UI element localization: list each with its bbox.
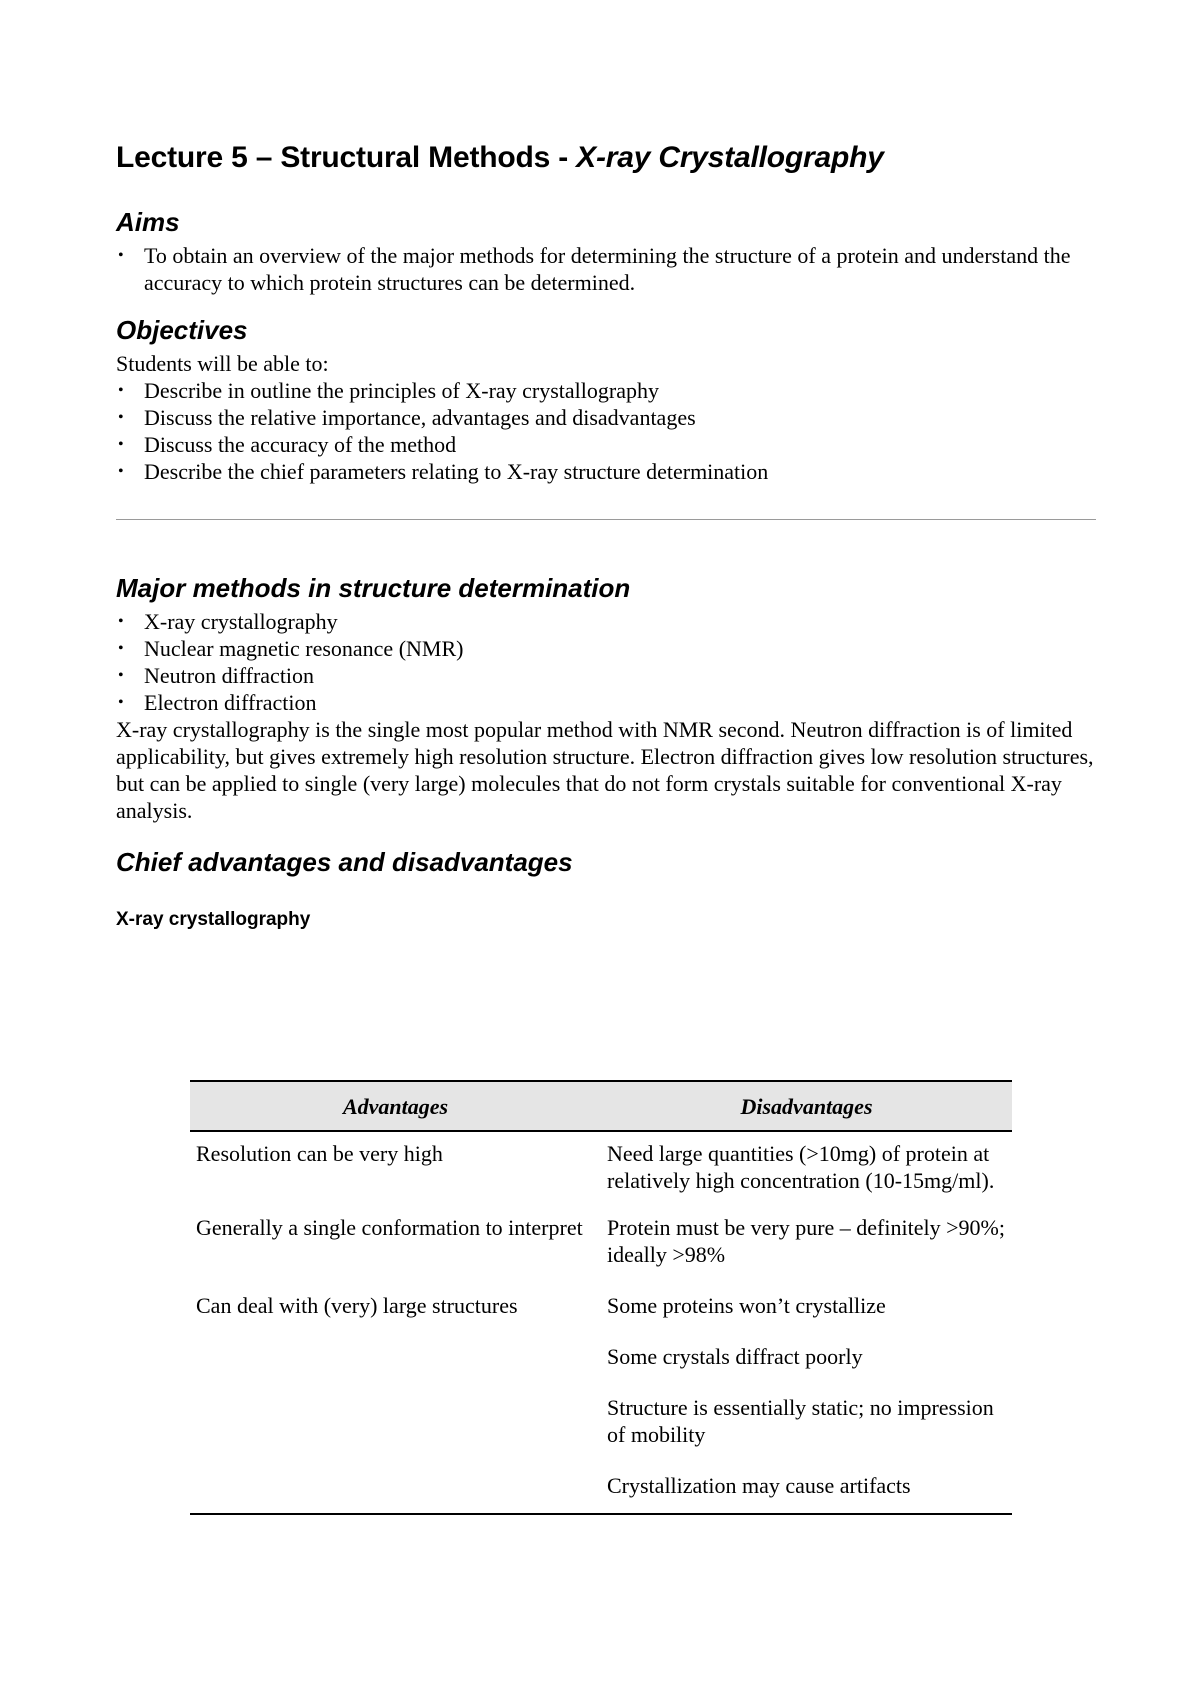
table-cell-advantage: Resolution can be very high bbox=[196, 1141, 443, 1166]
table-cell-disadvantage: Some crystals diffract poorly bbox=[607, 1344, 863, 1369]
table-row bbox=[190, 1214, 1012, 1292]
document-page bbox=[116, 128, 1096, 932]
objectives-intro: Students will be able to: bbox=[116, 351, 329, 376]
objectives-list bbox=[116, 377, 1096, 485]
objectives-item: • Discuss the accuracy of the method bbox=[116, 431, 1096, 458]
page-title-italic: X-ray Crystallography bbox=[576, 141, 884, 174]
table-row bbox=[190, 1131, 1012, 1214]
aims-item: • To obtain an overview of the major methods for determining the structure of a protein and understand the accuracy to which protein structures can be determined. bbox=[116, 242, 1096, 296]
table-cell-disadvantage: Structure is essentially static; no impression of mobility bbox=[607, 1395, 994, 1447]
table-row bbox=[190, 1292, 1012, 1343]
table-header-advantages: Advantages bbox=[190, 1081, 601, 1131]
advantages-table bbox=[190, 1080, 1012, 1515]
table-cell-advantage: Generally a single conformation to interpret bbox=[196, 1215, 583, 1240]
major-methods-heading: Major methods in structure determination bbox=[116, 573, 631, 603]
major-methods-list bbox=[116, 608, 1096, 716]
advantages-heading: Chief advantages and disadvantages bbox=[116, 847, 573, 877]
table-cell-advantage bbox=[190, 1394, 601, 1472]
table-cell-advantage: Can deal with (very) large structures bbox=[196, 1293, 518, 1318]
page-title bbox=[116, 140, 1096, 176]
table-header-row bbox=[190, 1081, 1012, 1131]
major-methods-item: • Nuclear magnetic resonance (NMR) bbox=[116, 635, 1096, 662]
major-methods-item: • Electron diffraction bbox=[116, 689, 1096, 716]
objectives-item: • Describe in outline the principles of X-ray crystallography bbox=[116, 377, 1096, 404]
major-methods-item: • Neutron diffraction bbox=[116, 662, 1096, 689]
major-methods-paragraph: X-ray crystallography is the single most popular method with NMR second. Neutron diffraction is of limited applicability, but gives extremely high resolution structure. Electron diffraction gives low resolution structures, but can be applied to single (very large) molecules that do not form crystals suitable for conventional X-ray analysis. bbox=[116, 717, 1094, 823]
objectives-item: • Describe the chief parameters relating to X-ray structure determination bbox=[116, 458, 1096, 485]
section-divider bbox=[116, 519, 1096, 520]
major-methods-item: • X-ray crystallography bbox=[116, 608, 1096, 635]
table-cell-disadvantage: Need large quantities (>10mg) of protein at relatively high concentration (10-15mg/ml). bbox=[607, 1141, 995, 1193]
page-title-main: Lecture 5 – Structural Methods - bbox=[116, 141, 577, 174]
table-row bbox=[190, 1394, 1012, 1472]
table-cell-disadvantage: Crystallization may cause artifacts bbox=[601, 1472, 1012, 1514]
aims-heading: Aims bbox=[116, 207, 180, 237]
table-cell-advantage bbox=[190, 1472, 601, 1514]
table-row bbox=[190, 1343, 1012, 1394]
table-header-disadvantages: Disadvantages bbox=[601, 1081, 1012, 1131]
table-cell-disadvantage: Some proteins won’t crystallize bbox=[607, 1293, 886, 1318]
xray-subheading: X-ray crystallography bbox=[116, 909, 311, 930]
table-cell-disadvantage: Protein must be very pure – definitely >90%; ideally >98% bbox=[607, 1215, 1005, 1267]
objectives-item: • Discuss the relative importance, advantages and disadvantages bbox=[116, 404, 1096, 431]
table-row bbox=[190, 1472, 1012, 1514]
table-cell-advantage bbox=[190, 1343, 601, 1394]
objectives-heading: Objectives bbox=[116, 315, 248, 345]
aims-list bbox=[116, 242, 1096, 296]
